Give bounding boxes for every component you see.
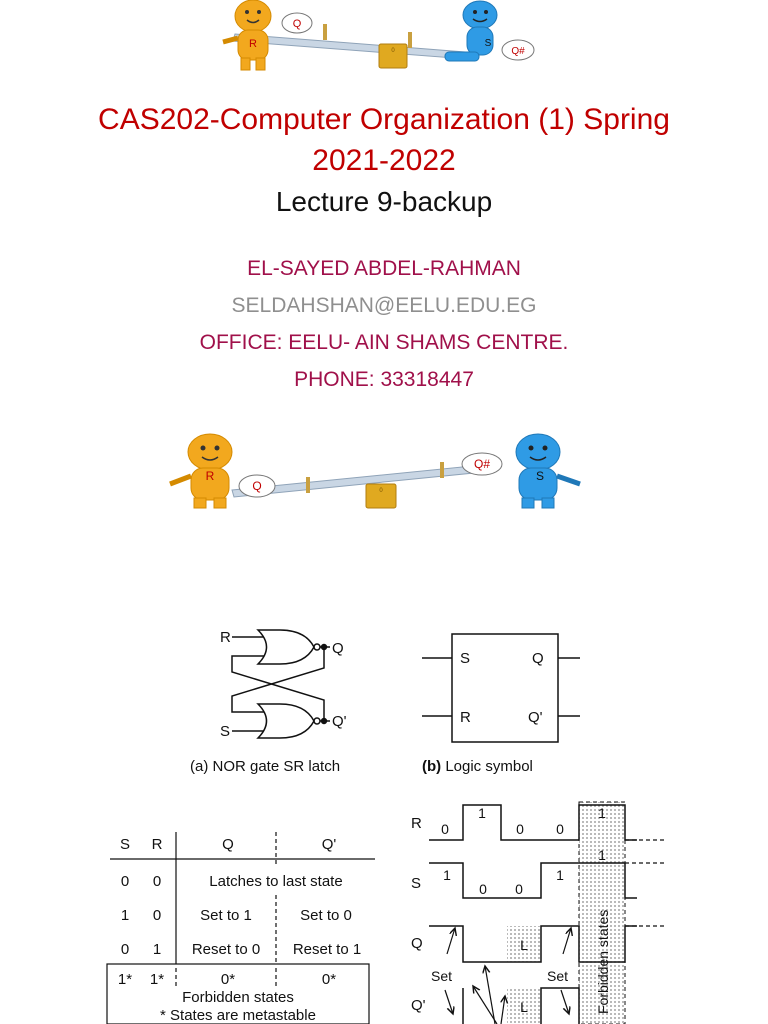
- latch-output-qbar: Q': [332, 713, 347, 730]
- table-forbidden-r: 1*: [149, 971, 165, 988]
- table-forbidden-s: 1*: [117, 971, 133, 988]
- r-value-5: 1: [598, 805, 606, 821]
- table-row-3-s: 0: [120, 941, 130, 958]
- svg-text:Q#: Q#: [511, 46, 525, 57]
- r-value-2: 1: [478, 805, 486, 821]
- slide-title-line-1: CAS202-Computer Organization (1) Spring: [98, 103, 670, 136]
- blue-character: [445, 1, 497, 61]
- s-value-1: 1: [443, 867, 451, 883]
- signal-label-r: R: [411, 815, 422, 832]
- latch-output-q: Q: [332, 640, 344, 657]
- latch-caption: (a) NOR gate SR latch: [190, 758, 341, 775]
- table-row-1-r: 0: [152, 873, 162, 890]
- table-row-1-q: Latches to last state: [209, 873, 343, 890]
- symbol-output-q: Q: [532, 650, 544, 667]
- sr-logic-symbol: [422, 634, 580, 742]
- nor-gate-lower: [232, 704, 330, 738]
- truth-table: [105, 826, 380, 1024]
- latch-input-s: S: [220, 723, 231, 740]
- s-value-5: 1: [598, 847, 606, 863]
- table-row-1-s: 0: [120, 873, 130, 890]
- table-forbidden-q: 0*: [220, 971, 236, 988]
- sr-latch-diagram: [180, 618, 580, 780]
- author-office: OFFICE: EELU- AIN SHAMS CENTRE.: [199, 331, 569, 354]
- slide-subtitle: Lecture 9-backup: [275, 186, 493, 217]
- table-row-2-qbar: Set to 0: [300, 907, 352, 924]
- svg-text:Q#: Q#: [473, 457, 491, 471]
- svg-text:0: 0: [379, 488, 383, 494]
- table-row-3-q: Reset to 0: [191, 941, 261, 958]
- r-value-4: 0: [556, 821, 564, 837]
- signal-label-q: Q: [411, 935, 423, 952]
- s-value-3: 0: [515, 881, 523, 897]
- set-label-2: Set: [547, 968, 569, 984]
- svg-text:S: S: [484, 38, 492, 49]
- author-name: EL-SAYED ABDEL-RAHMAN: [247, 257, 521, 280]
- author-phone: PHONE: 33318447: [294, 368, 474, 391]
- forbidden-states-label: Forbidden states: [595, 909, 611, 1014]
- seesaw-clipart-bottom: [162, 432, 587, 512]
- r-value-3: 0: [516, 821, 524, 837]
- svg-text:Q: Q: [292, 18, 302, 30]
- signal-label-s: S: [411, 875, 422, 892]
- pivot-label: 0: [391, 48, 395, 54]
- cross-coupling-wires: [232, 645, 327, 724]
- table-row-2-r: 0: [152, 907, 162, 924]
- table-forbidden-label: Forbidden states: [182, 989, 294, 1006]
- svg-text:R: R: [205, 469, 215, 483]
- nor-gate-upper: [232, 630, 330, 664]
- r-value-1: 0: [441, 821, 449, 837]
- orange-character: [223, 0, 271, 70]
- set-label-1: Set: [431, 968, 453, 984]
- qbar-latch-label: L: [520, 999, 528, 1015]
- s-value-2: 0: [479, 881, 487, 897]
- seesaw-clipart-top: [205, 0, 550, 76]
- blue-character: [516, 434, 580, 508]
- latch-input-r: R: [220, 629, 231, 646]
- signal-label-qbar: Q': [411, 997, 426, 1014]
- svg-text:S: S: [535, 469, 545, 483]
- table-row-3-qbar: Reset to 1: [292, 941, 362, 958]
- table-header-q: Q: [222, 836, 234, 853]
- symbol-input-s: S: [460, 650, 471, 667]
- slide-title-line-2: 2021-2022: [312, 144, 456, 177]
- author-email: SELDAHSHAN@EELU.EDU.EG: [231, 294, 537, 317]
- orange-character: [170, 434, 232, 508]
- svg-text:R: R: [249, 38, 257, 50]
- table-row-2-s: 1: [120, 907, 130, 924]
- q-latch-label: L: [520, 937, 528, 953]
- table-row-2-q: Set to 1: [200, 907, 252, 924]
- table-row-3-r: 1: [152, 941, 162, 958]
- symbol-input-r: R: [460, 709, 471, 726]
- timing-diagram: [405, 800, 667, 1024]
- svg-text:Q: Q: [252, 479, 262, 493]
- table-forbidden-qbar: 0*: [321, 971, 337, 988]
- table-header-r: R: [151, 836, 163, 853]
- symbol-caption: (b) Logic symbol: [422, 758, 533, 775]
- table-header-s: S: [119, 836, 131, 853]
- s-value-4: 1: [556, 867, 564, 883]
- table-metastable-note: * States are metastable: [160, 1007, 316, 1024]
- symbol-output-qbar: Q': [528, 709, 543, 726]
- table-header-qbar: Q': [321, 836, 337, 853]
